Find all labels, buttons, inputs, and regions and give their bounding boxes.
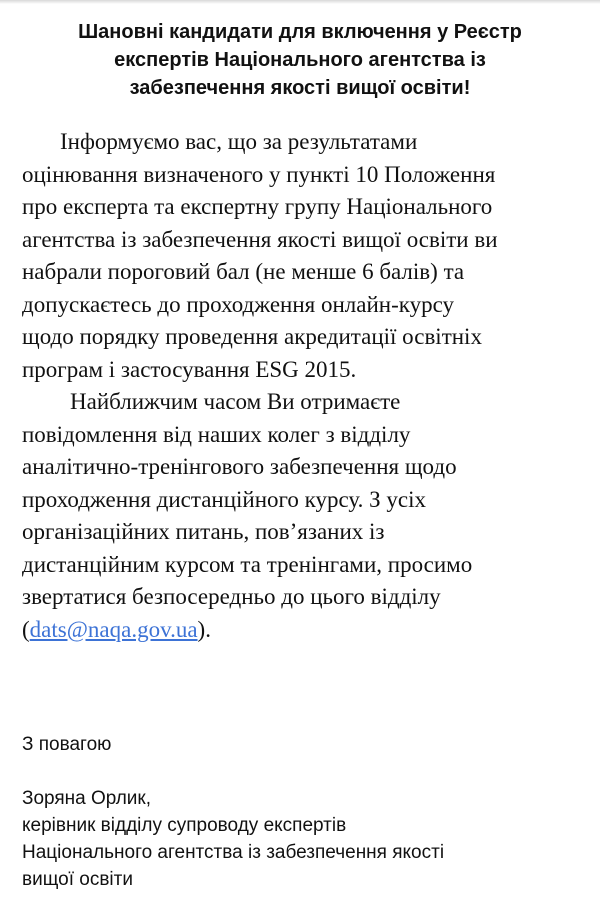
text-line: проходження дистанційного курсу. З усіх xyxy=(22,486,426,512)
text-line: повідомлення від наших колег з відділу xyxy=(22,421,411,447)
signature-block xyxy=(22,731,592,893)
paragraph-next-steps xyxy=(22,386,592,646)
text-line: про експерта та експертну групу Національного xyxy=(22,194,493,219)
title-line: Шановні кандидати для включення у Реєстр xyxy=(78,21,522,43)
text-line: оцінювання визначеного у пункті 10 Положення xyxy=(22,161,496,187)
text-line: Найближчим часом Ви отримаєте xyxy=(70,389,401,414)
text-line: агентства із забезпечення якості вищої освіти ви xyxy=(22,226,498,252)
text-line: звертатися безпосередньо до цього відділу xyxy=(22,584,441,609)
top-shadow xyxy=(0,0,600,4)
text-line: організаційних питань, пов’язаних із xyxy=(22,519,385,544)
email-link[interactable]: dats@naqa.gov.ua xyxy=(29,616,198,642)
text-line: Інформуємо вас, що за результатами xyxy=(60,129,418,154)
text-line: дистанційним курсом та тренінгами, просимо xyxy=(22,551,473,577)
spacer xyxy=(22,758,592,785)
contact-line xyxy=(22,614,592,647)
paragraph-results xyxy=(22,126,592,386)
text-line: щодо порядку проведення акредитації освітніх xyxy=(22,324,482,349)
signer-position: вищої освіти xyxy=(22,869,133,890)
paren-open: ( xyxy=(22,616,30,642)
signer-position: керівник відділу супроводу експертів xyxy=(22,815,347,836)
title-line: експертів Національного агентства із xyxy=(114,49,486,71)
paren-close: ). xyxy=(197,616,211,642)
title-line: забезпечення якості вищої освіти! xyxy=(129,77,471,99)
text-line: допускаєтесь до проходження онлайн-курсу xyxy=(22,291,455,317)
signer-position: Національного агентства із забезпечення якості xyxy=(22,842,445,863)
text-line: аналітично-тренінгового забезпечення щодо xyxy=(22,454,457,479)
closing-text: З повагою xyxy=(22,734,112,755)
text-line: набрали пороговий бал (не менше 6 балів) та xyxy=(22,259,465,284)
letter-title xyxy=(0,18,600,102)
signer-name: Зоряна Орлик, xyxy=(22,788,152,809)
letter-body xyxy=(22,126,592,646)
text-line: програм і застосування ESG 2015. xyxy=(22,356,357,382)
